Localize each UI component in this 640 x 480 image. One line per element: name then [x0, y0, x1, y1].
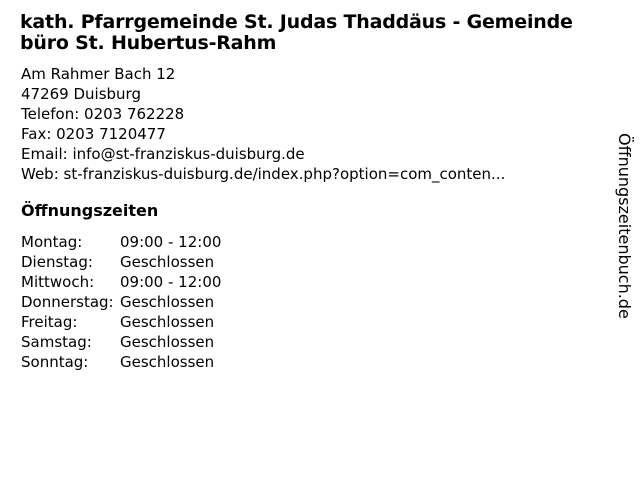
day-label: Mittwoch: — [21, 273, 95, 291]
page-title-line1: kath. Pfarrgemeinde St. Judas Thaddäus - Gemeinde — [20, 11, 573, 33]
address-street: Am Rahmer Bach 12 — [21, 65, 176, 83]
hours-heading: Öffnungszeiten — [21, 201, 159, 220]
vertical-watermark-text: Öffnungszeitenbuch.de — [615, 133, 634, 319]
email-line: Email: info@st-franziskus-duisburg.de — [21, 145, 305, 163]
day-label: Samstag: — [21, 333, 92, 351]
hours-value: Geschlossen — [120, 253, 215, 271]
hours-value: Geschlossen — [120, 353, 215, 371]
hours-row — [21, 232, 221, 252]
hours-value: Geschlossen — [120, 313, 215, 331]
hours-row — [21, 252, 221, 272]
day-label: Freitag: — [21, 313, 78, 331]
hours-row — [21, 272, 221, 292]
phone-line: Telefon: 0203 762228 — [21, 105, 185, 123]
hours-row — [21, 352, 221, 372]
day-label: Sonntag: — [21, 353, 89, 371]
hours-value: 09:00 - 12:00 — [120, 233, 222, 251]
web-line: Web: st-franziskus-duisburg.de/index.php?option=com_conten... — [21, 165, 506, 183]
day-label: Dienstag: — [21, 253, 93, 271]
page-title-line2: büro St. Hubertus-Rahm — [20, 32, 277, 54]
contact-block — [21, 64, 505, 184]
hours-value: 09:00 - 12:00 — [120, 273, 222, 291]
hours-row — [21, 312, 221, 332]
hours-value: Geschlossen — [120, 333, 215, 351]
fax-line: Fax: 0203 7120477 — [21, 125, 166, 143]
hours-row — [21, 292, 221, 312]
day-label: Donnerstag: — [21, 293, 114, 311]
day-label: Montag: — [21, 233, 83, 251]
hours-value: Geschlossen — [120, 293, 215, 311]
address-city: 47269 Duisburg — [21, 85, 141, 103]
hours-table — [21, 232, 221, 372]
hours-row — [21, 332, 221, 352]
page-title — [20, 12, 573, 54]
